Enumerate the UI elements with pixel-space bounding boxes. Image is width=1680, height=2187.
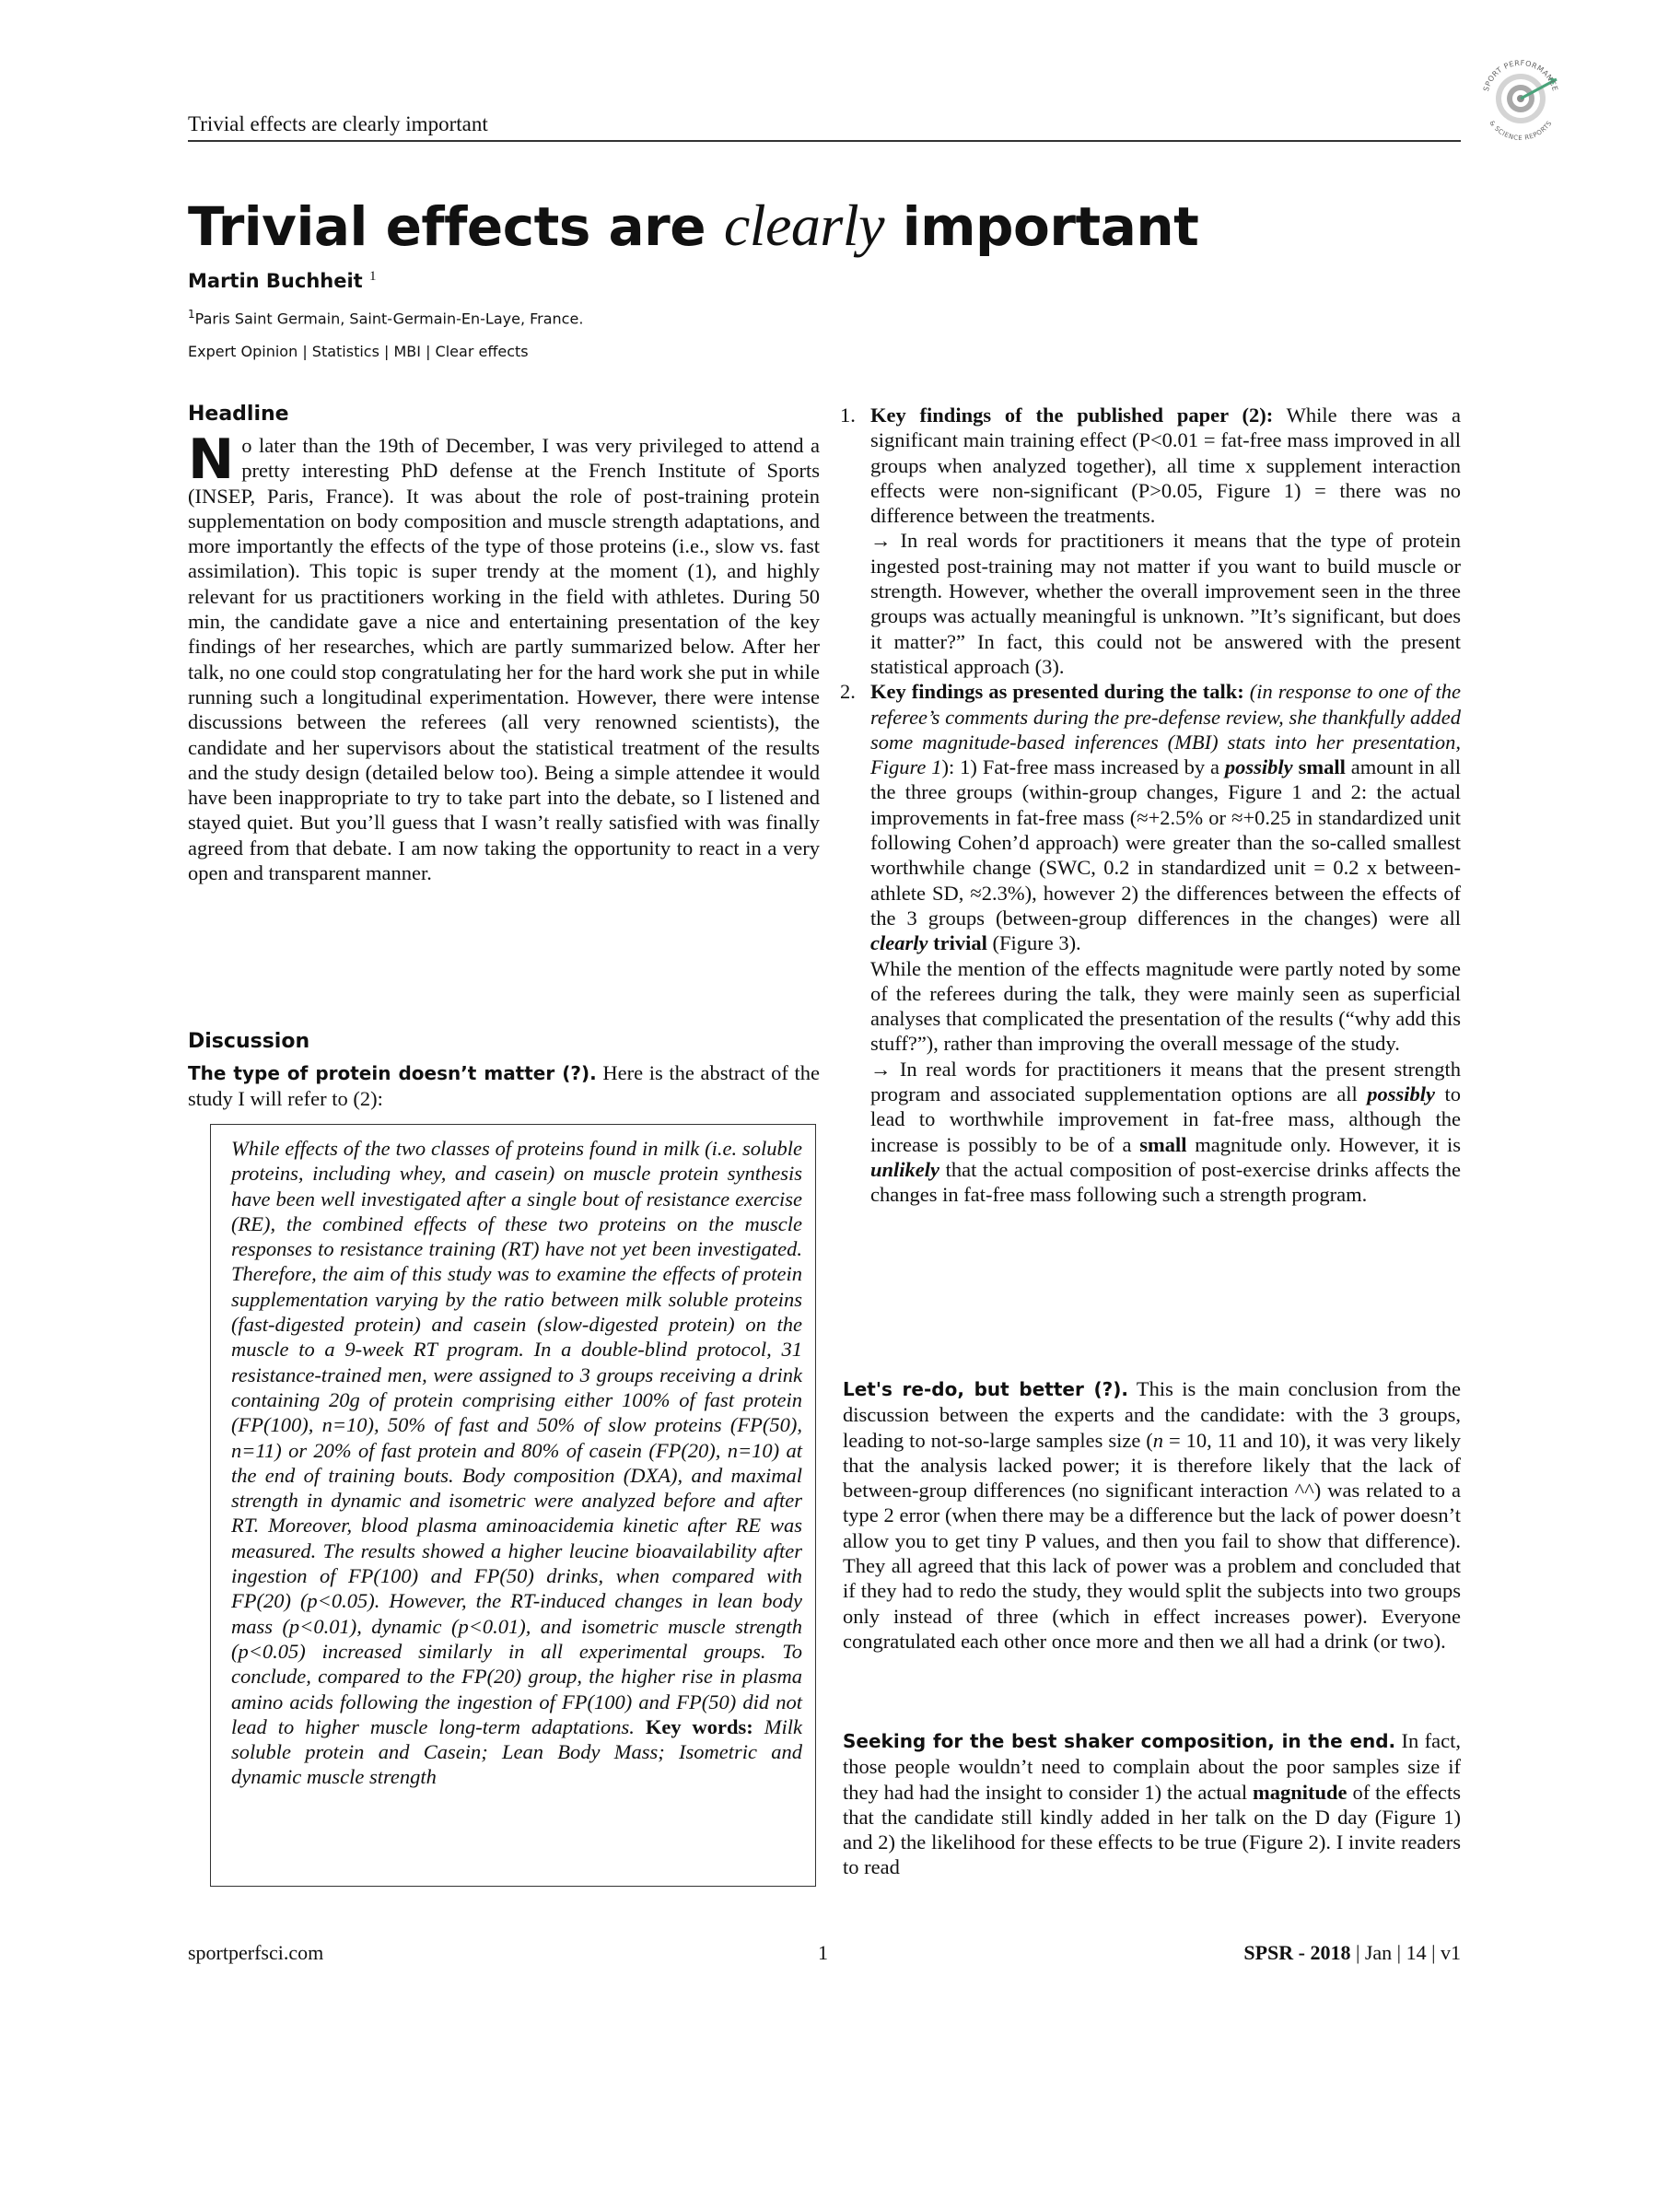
svg-text:& SCIENCE REPORTS: & SCIENCE REPORTS bbox=[1488, 119, 1554, 143]
footer-journal bbox=[1243, 1941, 1461, 1965]
abstract-box bbox=[210, 1124, 816, 1887]
emphasis-unlikely: unlikely bbox=[870, 1157, 940, 1181]
finding-text: Fat-free mass increased by a bbox=[982, 755, 1220, 779]
headline-text: o later than the 19th of December, I was very privileged to attend a pretty interesting PhD defense at the French Institute of Sports (INSEP, Paris, France). It was about the role of post-training protein supplementation on body composition and muscle strength adaptations, and more importantly the effects of the type of those proteins (i.e., slow vs. fast assimilation). This topic is super trendy at the moment (1), and highly relevant for us practitioners working in the field with athletes. During 50 min, the candidate gave a nice and entertaining presentation of the key findings of her researches, which are partly summarized below. After her talk, no one could stop congratulating her for the hard work she put in while running such a longitudinal experimentation. However, there were intense discussions between the referees (all very renowned scientists), the candidate and her supervisors about the statistical treatment of the results and the study design (detailed below too). Being a simple attendee it would have been inappropriate to try to take part into the debate, so I listened and stayed quiet. But you’ll guess that I wasn’t really satisfied with was finally agreed from that debate. I am now taking the opportunity to react in a very open and transparent manner. bbox=[188, 434, 820, 885]
shaker-text: of the effects that the candidate still kindly added in her talk on the D day (Figure 1) and 2) the likelihood for these effects to be true (Figure 2). I invite readers to read bbox=[843, 1780, 1461, 1879]
emphasis-possibly: possibly bbox=[1224, 755, 1293, 779]
author-line bbox=[188, 269, 377, 292]
finding-aside-close: ): 1) bbox=[941, 755, 977, 779]
affiliation bbox=[188, 308, 583, 327]
headline-heading: Headline bbox=[188, 403, 289, 426]
journal-name: SPSR - 2018 bbox=[1243, 1941, 1351, 1964]
emphasis-trivial: trivial bbox=[933, 931, 987, 955]
keywords-line: Expert Opinion | Statistics | MBI | Clear effects bbox=[188, 343, 529, 360]
findings-list bbox=[840, 403, 1462, 1208]
discussion-lead-text: Here is the abstract of the study I will refer to (2): bbox=[188, 1061, 820, 1111]
discussion-heading: Discussion bbox=[188, 1030, 310, 1053]
shaker-paragraph bbox=[843, 1728, 1461, 1880]
emphasis-possibly: possibly bbox=[1367, 1082, 1436, 1106]
finding-text: amount in all the three groups (within-group changes, Figure 1 and 2: the actual improvements in fat-free mass (≈+2.5% or ≈+0.25 in standardized unit following Cohen’d approach) were greater than the so-called smallest worthwhile change (SWC, 0.2 in standardized unit = 0.2 x between-athlete SD, ≈2.3%), however 2) the differences between the effects of the 3 groups (between-group differences in the changes) were all bbox=[870, 755, 1461, 930]
title-part-after: important bbox=[902, 195, 1199, 258]
page-number: 1 bbox=[818, 1941, 828, 1964]
finding-number: 2. bbox=[840, 680, 856, 704]
headline-body bbox=[188, 427, 820, 885]
discussion-lead bbox=[188, 1060, 820, 1112]
article-title bbox=[188, 192, 1198, 260]
shaker-runin: Seeking for the best shaker composition, in the end. bbox=[843, 1730, 1396, 1752]
finding-practice: → In real words for practitioners it means that the type of protein ingested post-training may not matter if you want to build muscle or strength. However, whether the overall improvement seen in the three groups was actually meaningful is unknown. ”It’s significant, but does it matter?” In fact, this could not be answered with the present statistical approach (3). bbox=[870, 529, 1461, 678]
running-title: Trivial effects are clearly important bbox=[188, 112, 488, 135]
finding-item-2 bbox=[840, 679, 1462, 1207]
finding-label: Key findings as presented during the talk: bbox=[870, 680, 1244, 704]
author-name: Martin Buchheit bbox=[188, 270, 363, 292]
svg-text:SPORT PERFORMANCE: SPORT PERFORMANCE bbox=[1481, 58, 1560, 93]
abstract-keywords-label: Key words: bbox=[645, 1714, 753, 1738]
affiliation-text: Paris Saint Germain, Saint-Germain-En-Laye, France. bbox=[194, 310, 584, 328]
finding-number: 1. bbox=[840, 403, 856, 427]
finding-practice: that the actual composition of post-exercise drinks affects the changes in fat-free mass following such a strength program. bbox=[870, 1157, 1461, 1207]
discussion-runin: The type of protein doesn’t matter (?). bbox=[188, 1062, 597, 1084]
finding-text: (Figure 3). bbox=[992, 931, 1081, 955]
emphasis-small: small bbox=[1139, 1132, 1187, 1156]
emphasis-small: small bbox=[1298, 755, 1346, 779]
footer-site: sportperfsci.com bbox=[188, 1941, 324, 1964]
finding-text: While there was a significant main training effect (P<0.01 = fat-free mass improved in all groups when analyzed together), all time x supplement interaction effects were non-significant (P>0.05, Figure 1) = there was no difference between the treatments. bbox=[870, 403, 1462, 528]
title-emphasis: clearly bbox=[723, 193, 885, 258]
header-rule bbox=[188, 140, 1461, 142]
finding-practice: → In real words for practitioners it means that the present strength program and associated supplementation options are all bbox=[870, 1057, 1461, 1106]
journal-logo bbox=[1472, 50, 1569, 147]
sample-size-var: n bbox=[1152, 1428, 1164, 1452]
shaker-text: In fact, those people wouldn’t need to complain about the poor samples size if they had had the insight to consider 1) the actual bbox=[843, 1729, 1462, 1804]
dropcap: N bbox=[188, 427, 235, 492]
finding-label: Key findings of the published paper (2): bbox=[870, 403, 1274, 427]
finding-practice: to lead to worthwhile improvement in fat-free mass, although the increase is possibly to be of a bbox=[870, 1082, 1462, 1156]
author-mark: 1 bbox=[369, 269, 377, 284]
title-part-before: Trivial effects are bbox=[188, 195, 706, 258]
affiliation-mark: 1 bbox=[188, 308, 195, 321]
finding-aside: (in response to one of the referee’s comments during the pre-defense review, she thankfully added some magnitude-based inferences (MBI) stats into her presentation, Figure 1 bbox=[870, 680, 1461, 779]
journal-issue: | Jan | 14 | v1 bbox=[1350, 1941, 1461, 1964]
emphasis-magnitude: magnitude bbox=[1253, 1780, 1348, 1804]
abstract-keywords: Milk soluble protein and Casein; Lean Body Mass; Isometric and dynamic muscle strength bbox=[231, 1714, 803, 1789]
redo-paragraph bbox=[843, 1376, 1461, 1654]
redo-text: = 10, 11 and 10), it was very likely that the analysis lacked power; it is therefore likely that the lack of between-group differences (no significant interaction ^^) was related to a type 2 error (when there may be a difference but the lack of power doesn’t allow you to get tiny P values, and then you fail to show that difference). They all agreed that this lack of power was a problem and concluded that if they had to redo the study, they would split the subjects into two groups only instead of three (which in effect increases power). Everyone congratulated each other once more and then we all had a drink (or two). bbox=[843, 1428, 1461, 1653]
finding-para: While the mention of the effects magnitude were partly noted by some of the referees during the talk, they were mainly seen as superficial analyses that complicated the presentation of the results (“why add this stuff?”), rather than improving the overall message of the study. bbox=[870, 956, 1461, 1056]
finding-practice: magnitude only. However, it is bbox=[1195, 1132, 1462, 1156]
redo-text: This is the main conclusion from the discussion between the experts and the candidate: with the 3 groups, leading to not-so-large samples size ( bbox=[843, 1377, 1462, 1452]
redo-runin: Let's re-do, but better (?). bbox=[843, 1378, 1128, 1400]
emphasis-clearly: clearly bbox=[870, 931, 928, 955]
finding-item-1 bbox=[840, 403, 1462, 679]
abstract-text: While effects of the two classes of proteins found in milk (i.e. soluble proteins, including whey, and casein) on muscle protein synthesis have been well investigated after a single bout of resistance exercise (RE), the combined effects of these two proteins on the muscle responses to resistance training (RT) have not yet been investigated. Therefore, the aim of this study was to examine the effects of protein supplementation varying by the ratio between milk soluble proteins (fast-digested protein) and casein (slow-digested protein) on the muscle to a 9-week RT program. In a double-blind protocol, 31 resistance-trained men, were assigned to 3 groups receiving a drink containing 20g of protein comprising either 100% of fast protein (FP(100), n=10), 50% of fast and 50% of slow proteins (FP(50), n=11) or 20% of fast protein and 80% of casein (FP(20), n=10) at the end of training bouts. Body composition (DXA), and maximal strength in dynamic and isometric were analyzed before and after RT. Moreover, blood plasma aminoacidemia kinetic after RE was measured. The results showed a higher leucine bioavailability after ingestion of FP(100) and FP(50) drinks, when compared with FP(20) (p<0.05). However, the RT-induced changes in lean body mass (p<0.01), dynamic (p<0.01), and isometric muscle strength (p<0.05) increased similarly in all experimental groups. To conclude, compared to the FP(20) group, the higher rise in plasma amino acids following the ingestion of FP(100) and FP(50) did not lead to higher muscle long-term adaptations. bbox=[231, 1137, 802, 1738]
